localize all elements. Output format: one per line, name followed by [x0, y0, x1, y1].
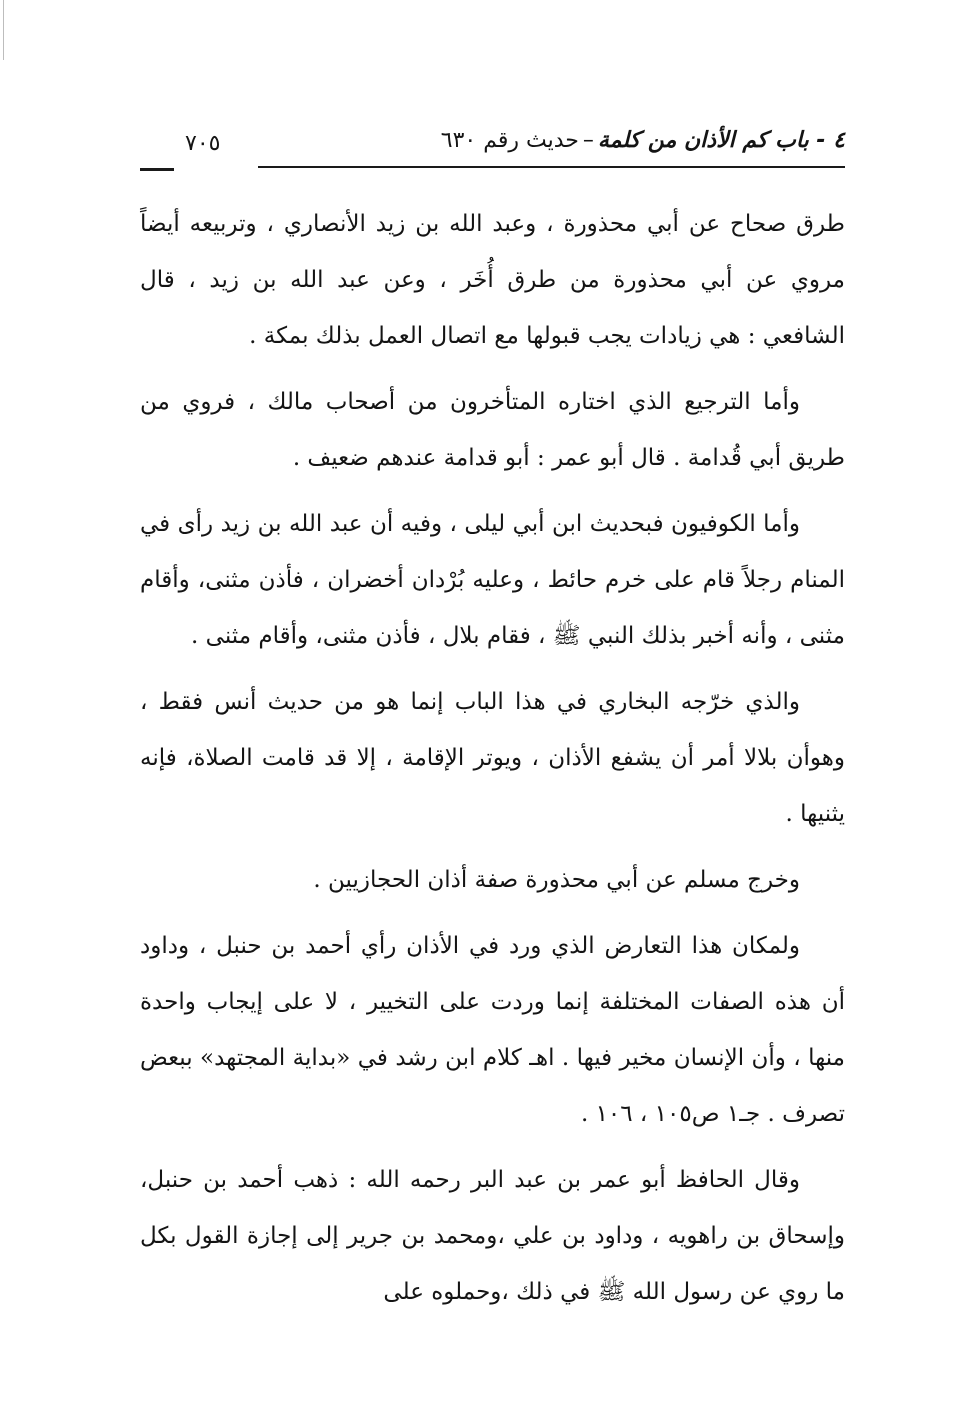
- paragraph-3: وأما الكوفيون فبحديث ابن أبي ليلى ، وفيه أن عبد الله بن زيد رأى في المنام رجلاً قام على خرم حائط ، وعليه بُرْدان أخضران ، فأذن مثنى، وأقام مثنى ، وأنه أخبر بذلك النبي ﷺ ، فقام بلال ، فأذن مثنى، وأقام مثنى .: [140, 511, 845, 649]
- paragraph-2: وأما الترجيع الذي اختاره المتأخرون من أصحاب مالك ، فروي من طريق أبي قُدامة . قال أبو عمر : أبو قدامة عندهم ضعيف .: [140, 389, 845, 471]
- paragraph-7: وقال الحافظ أبو عمر بن عبد البر رحمه الله : ذهب أحمد بن حنبل، وإسحاق بن راهويه ، وداود بن علي ،ومحمد بن جرير إلى إجازة القول بكل ما روي عن رسول الله ﷺ في ذلك ،وحملوه على: [140, 1167, 845, 1305]
- page-header: [140, 126, 845, 176]
- running-title: [441, 126, 845, 156]
- paragraph-1: طرق صحاح عن أبي محذورة ، وعبد الله بن زيد الأنصاري ، وتربيعه أيضاً مروي عن أبي محذورة من طرق أُخَر ، وعن عبد الله بن زيد ، قال الشافعي : هي زيادات يجب قبولها مع اتصال العمل بذلك بمكة .: [140, 211, 845, 349]
- chapter-title: ٤ - باب كم الأذان من كلمة: [597, 128, 845, 153]
- paragraph-5: وخرج مسلم عن أبي محذورة صفة أذان الحجازيين .: [313, 867, 800, 893]
- paragraph-4: والذي خرّجه البخاري في هذا الباب إنما هو من حديث أنس فقط ، وهوأن بلالا أمر أن يشفع الأذان ، ويوتر الإقامة ، إلا قد قامت الصلاة، فإنه يثنيها .: [140, 689, 845, 827]
- page-number: ٧٠٥: [185, 131, 221, 156]
- paragraph-6: ولمكان هذا التعارض الذي ورد في الأذان رأي أحمد بن حنبل ، وداود أن هذه الصفات المختلفة إنما وردت على التخيير ، لا على إيجاب واحدة منها ، وأن الإنسان مخير فيها . اهـ كلام ابن رشد في «بداية المجتهد» ببعض تصرف . جـ١ ص١٠٥ ، ١٠٦ .: [140, 933, 845, 1127]
- hadith-reference: حديث رقم ٦٣٠: [440, 128, 579, 153]
- page-number-underline: [140, 168, 174, 171]
- header-rule: [258, 166, 845, 168]
- page-edge-line: [3, 0, 4, 60]
- body-text: [140, 196, 845, 1320]
- title-separator: –: [582, 128, 594, 153]
